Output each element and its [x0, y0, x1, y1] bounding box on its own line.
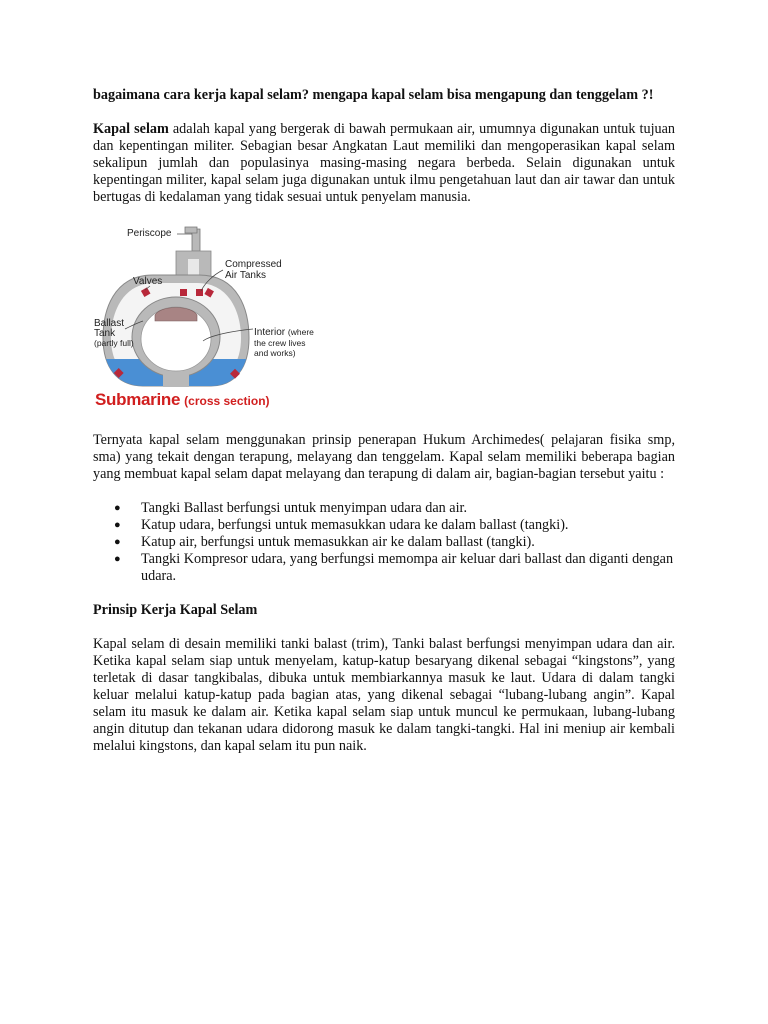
submarine-figure — [93, 223, 314, 413]
section-heading: Prinsip Kerja Kapal Selam — [93, 602, 258, 618]
document-body — [93, 87, 675, 772]
figure-title-small: (cross section) — [184, 394, 270, 408]
label-ballast-1: Ballast — [94, 318, 125, 329]
list-item-text: Tangki Ballast berfungsi untuk menyimpan udara dan air. — [141, 500, 468, 516]
working-principle-paragraph: Kapal selam di desain memiliki tanki balast (trim), Tanki balast berfungsi menyimpan udara dan air. Ketika kapal selam siap untuk menyelam, katup-katup besaryang dikenal sebagai “kingstons”, yang terletak di dasar tangkibalas, dibuka untuk membiarkannya masuk ke laut. Udara di dalam tangki keluar melalui katup-katup pada bagian atas, yang dikenal sebagai “lubang-lubang angin”. Kapal selam itu masuk ke dalam air. Ketika kapal selam siap untuk muncul ke permukaan, lubang-lubang angin ditutup dan tekanan udara didorong masuk ke dalam tangki-tangki. Hal ini meniup air kembali melalui kingstons, dan kapal selam itu pun naik. — [93, 636, 675, 754]
figure-caption — [95, 391, 270, 410]
list-item — [93, 500, 675, 517]
valve — [196, 289, 203, 296]
page-title: bagaimana cara kerja kapal selam? mengapa kapal selam bisa mengapung dan tenggelam ?! — [93, 87, 654, 103]
label-periscope: Periscope — [127, 228, 172, 239]
list-item — [93, 534, 675, 551]
bullet-icon: ● — [114, 536, 121, 548]
label-interior-2: the crew lives — [254, 338, 306, 348]
list-item-text: Katup udara, berfungsi untuk memasukkan udara ke dalam ballast (tangki). — [141, 517, 569, 533]
bullet-icon: ● — [114, 502, 121, 514]
valve — [180, 289, 187, 296]
archimedes-paragraph: Ternyata kapal selam menggunakan prinsip penerapan Hukum Archimedes( pelajaran fisika smp, sma) yang tekait dengan terapung, melayang dan tenggelam. Kapal selam memiliki beberapa bagian yang membuat kapal selam dapat melayang dan terapung di dalam air, bagian-bagian tersebut yaitu : — [93, 432, 675, 482]
list-item-text: Tangki Kompresor udara, yang berfungsi memompa air keluar dari ballast dan diganti dengan udara. — [141, 551, 674, 584]
periscope-head — [185, 227, 197, 233]
list-item — [93, 517, 675, 534]
keel — [163, 373, 189, 387]
label-interior-word: Interior — [254, 327, 286, 338]
label-compressed-1: Compressed — [225, 259, 282, 270]
label-interior-1 — [254, 327, 314, 338]
intro-lead: Kapal selam — [93, 121, 169, 137]
parts-list — [93, 500, 675, 585]
label-interior-where: (where — [287, 327, 314, 337]
bullet-icon: ● — [114, 519, 121, 531]
label-ballast-2: Tank — [94, 328, 116, 339]
label-ballast-3: (partly full) — [94, 338, 134, 348]
label-compressed-2: Air Tanks — [225, 270, 266, 281]
intro-paragraph — [93, 121, 675, 206]
list-item — [93, 551, 675, 585]
figure-title-big: Submarine — [95, 390, 181, 409]
label-interior-3: and works) — [254, 348, 296, 358]
bullet-icon: ● — [114, 553, 121, 565]
list-item-text: Katup air, berfungsi untuk memasukkan air ke dalam ballast (tangki). — [141, 534, 535, 550]
label-valves: Valves — [133, 276, 163, 287]
intro-text: adalah kapal yang bergerak di bawah permukaan air, umumnya digunakan untuk tujuan dan kepentingan militer. Sebagian besar Angkatan Laut memiliki dan mengoperasikan kapal selam sekalipun jumlah dan populasinya masing-masing negara berbeda. Selain digunakan untuk kepentingan militer, kapal selam juga digunakan untuk ilmu pengetahuan laut dan air tawar dan untuk bertugas di kedalaman yang tidak sesuai untuk penyelam manusia. — [93, 121, 676, 205]
